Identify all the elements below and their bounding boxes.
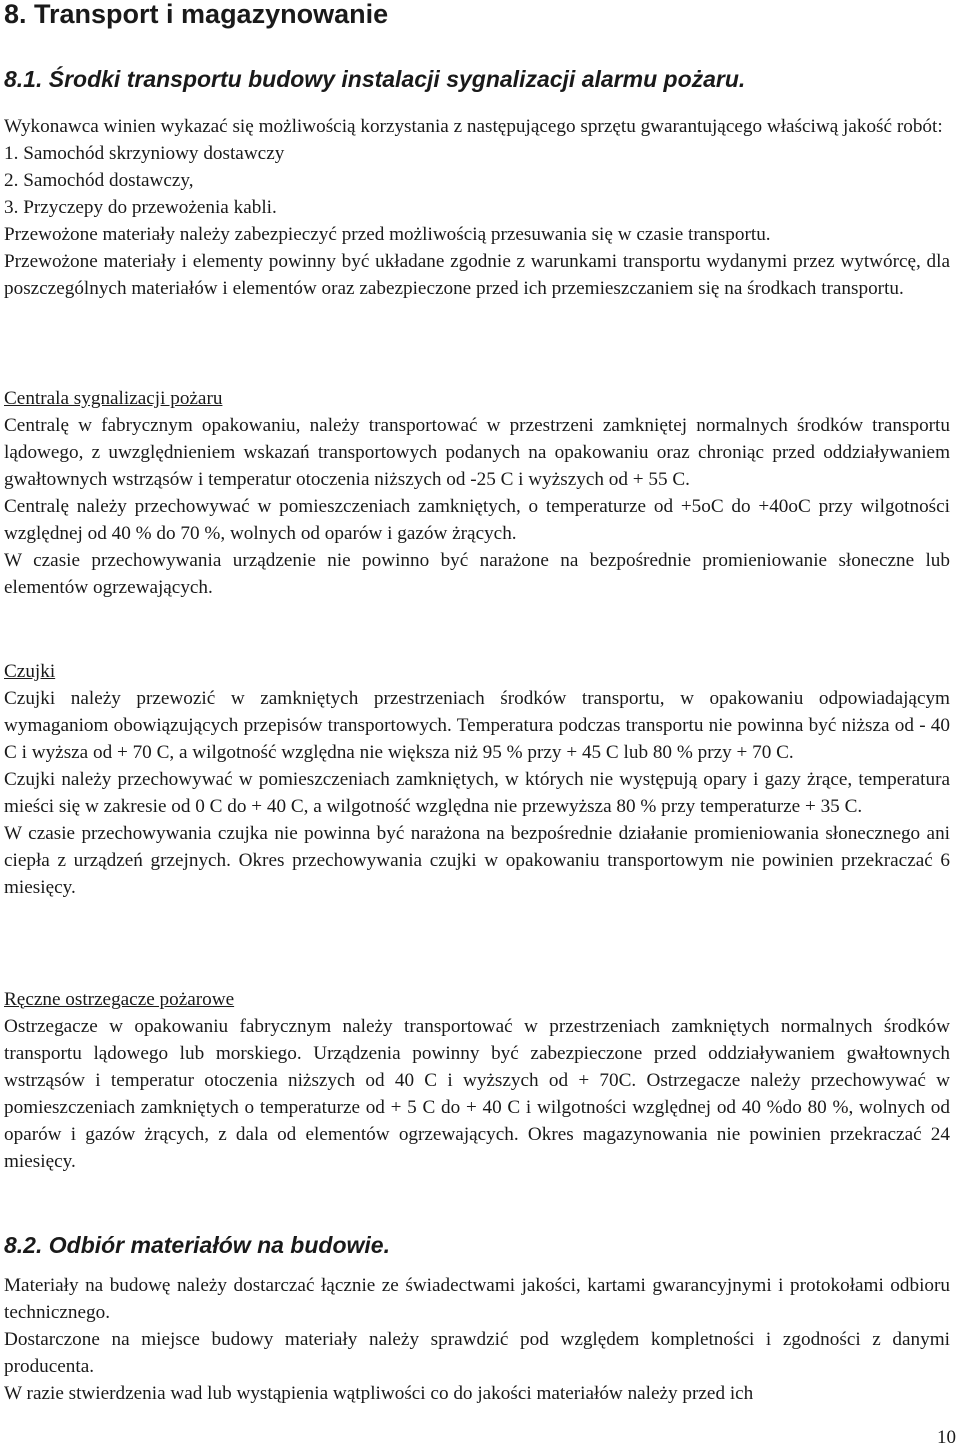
czujki-heading: Czujki: [4, 661, 56, 682]
equipment-list-item-3: 3. Przyczepy do przewożenia kabli.: [4, 197, 277, 218]
czujki-paragraph-3: W czasie przechowywania czujka nie powinna być narażona na bezpośrednie działanie promieniowania słonecznego ani ciepła z urządzeń grzejnych. Okres przechowywania czujki w opakowaniu transportowym nie powinien przekraczać 6 miesięcy.: [4, 823, 950, 898]
centrala-paragraph-1: Centralę w fabrycznym opakowaniu, należy transportować w przestrzeni zamkniętej normalnych środków transportu lądowego, z uwzględnieniem wskazań transportowych podanych na opakowaniu oraz chroniąc przed oddziaływaniem gwałtownych wstrząsów i temperatur otoczenia niższych od -25 C i wyższych od + 55 C.: [4, 415, 950, 490]
ostrzegacze-paragraph-1: Ostrzegacze w opakowaniu fabrycznym należy transportować w przestrzeniach zamkniętych normalnych środków transportu lądowego lub morskiego. Urządzenia powinny być zabezpieczone przed oddziaływaniem gwałtownych wstrząsów i temperatur otoczenia niższych od 40 C i wyższych od + 70C. Ostrzegacze należy przechowywać w pomieszczeniach zamkniętych o temperaturze od + 5 C do + 40 C i wilgotności względnej od 40 %do 80 %, wolnych od oparów i gazów żrących, z dala od elementów ogrzewających. Okres magazynowania nie powinien przekraczać 24 miesięcy.: [4, 1016, 950, 1172]
odbior-paragraph-1: Materiały na budowę należy dostarczać łącznie ze świadectwami jakości, kartami gwarancyjnymi i protokołami odbioru technicznego.: [4, 1275, 950, 1323]
czujki-paragraph-2: Czujki należy przechowywać w pomieszczeniach zamkniętych, w których nie występują opary i gazy żrące, temperatura mieści się w zakresie od 0 C do + 40 C, a wilgotność względna nie przewyższa 80 % przy temperaturze + 35 C.: [4, 769, 950, 817]
centrala-paragraph-3: W czasie przechowywania urządzenie nie powinno być narażone na bezpośrednie promieniowanie słoneczne lub elementów ogrzewających.: [4, 550, 950, 598]
section-title: 8. Transport i magazynowanie: [4, 0, 389, 29]
centrala-paragraph-2: Centralę należy przechowywać w pomieszczeniach zamkniętych, o temperaturze od +5oC do +40oC przy wilgotności względnej od 40 % do 70 %, wolnych od oparów i gazów żrących.: [4, 496, 950, 544]
equipment-list-item-1: 1. Samochód skrzyniowy dostawczy: [4, 143, 285, 164]
odbior-paragraph-2: Dostarczone na miejsce budowy materiały należy sprawdzić pod względem kompletności i zgodności z danymi producenta.: [4, 1329, 950, 1377]
transport-paragraph-1: Przewożone materiały należy zabezpieczyć przed możliwością przesuwania się w czasie transportu.: [4, 224, 771, 245]
ostrzegacze-heading: Ręczne ostrzegacze pożarowe: [4, 989, 235, 1010]
subsection-1-title: 8.1. Środki transportu budowy instalacji sygnalizacji alarmu pożaru.: [4, 66, 746, 92]
ostrzegacze-section: [4, 986, 950, 1175]
subsection-1-body: [4, 113, 950, 302]
czujki-paragraph-1: Czujki należy przewozić w zamkniętych przestrzeniach środków transportu, w opakowaniu odpowiadającym wymaganiom obowiązujących przepisów transportowych. Temperatura podczas transportu nie powinna być niższa od - 40 C i wyższa od + 70 C, a wilgotność względna nie większa niż 95 % przy + 45 C lub 80 % przy + 70 C.: [4, 688, 950, 763]
subsection-2-title: 8.2. Odbiór materiałów na budowie.: [4, 1232, 390, 1258]
czujki-section: [4, 658, 950, 901]
subsection-1: [4, 66, 950, 93]
transport-paragraph-2: Przewożone materiały i elementy powinny być układane zgodnie z warunkami transportu wydanymi przez wytwórcę, dla poszczególnych materiałów i elementów oraz zabezpieczone przed ich przemieszczaniem się na środkach transportu.: [4, 251, 950, 299]
centrala-heading: Centrala sygnalizacji pożaru: [4, 388, 223, 409]
odbior-paragraph-3: W razie stwierdzenia wad lub wystąpienia wątpliwości co do jakości materiałów należy przed ich: [4, 1383, 754, 1404]
centrala-section: [4, 385, 950, 601]
subsection-2-body: [4, 1272, 950, 1407]
page-number: 10: [937, 1427, 956, 1448]
intro-paragraph: Wykonawca winien wykazać się możliwością korzystania z następującego sprzętu gwarantującego właściwą jakość robót:: [4, 116, 943, 137]
subsection-2: [4, 1232, 950, 1259]
equipment-list-item-2: 2. Samochód dostawczy,: [4, 170, 194, 191]
